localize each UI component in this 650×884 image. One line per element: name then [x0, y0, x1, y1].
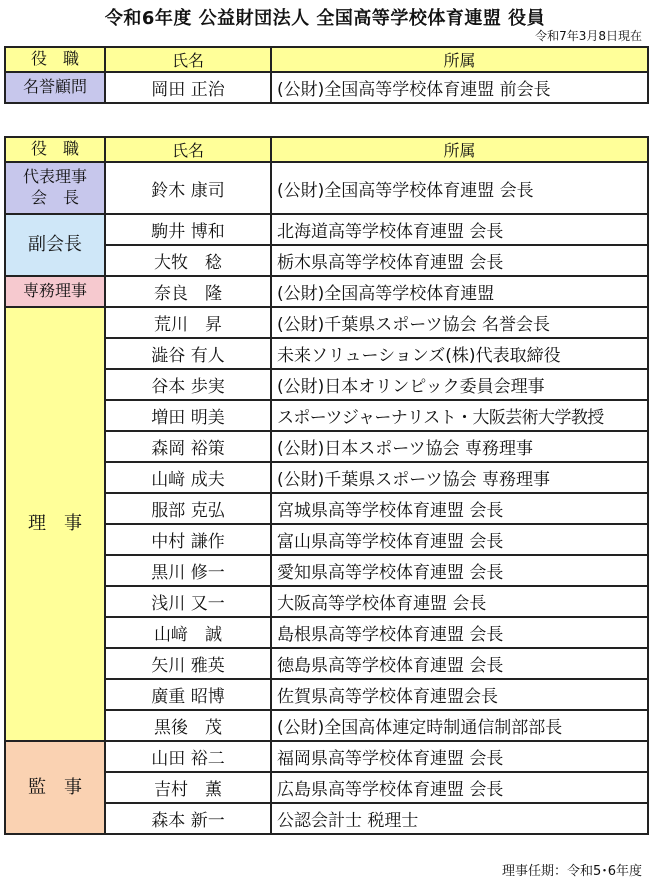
member-affiliation: 広島県高等学校体育連盟 会長 — [271, 772, 648, 803]
header-affiliation: 所属 — [271, 137, 648, 162]
member-name: 山﨑 成夫 — [105, 462, 271, 493]
member-affiliation: (公財)全国高体連定時制通信制部部長 — [271, 710, 648, 741]
term-note: 理事任期：令和5･6年度 — [501, 864, 642, 879]
as-of-date: 令和7年3月8日現在 — [535, 29, 642, 43]
member-affiliation: (公財)全国高等学校体育連盟 — [271, 276, 648, 307]
member-name: 谷本 歩実 — [105, 369, 271, 400]
member-name: 山﨑 誠 — [105, 617, 271, 648]
table-row — [5, 276, 648, 307]
member-name: 吉村 薫 — [105, 772, 271, 803]
page-title: 令和6年度 公益財団法人 全国高等学校体育連盟 役員 — [104, 8, 546, 29]
member-name: 岡田 正治 — [105, 72, 271, 103]
member-name: 大牧 稔 — [105, 245, 271, 276]
member-affiliation: 宮城県高等学校体育連盟 会長 — [271, 493, 648, 524]
header-role: 役 職 — [5, 47, 105, 72]
member-affiliation: (公財)千葉県スポーツ協会 名誉会長 — [271, 307, 648, 338]
role-director: 理 事 — [5, 307, 105, 741]
header-name: 氏名 — [105, 47, 271, 72]
role-honorary: 名誉顧問 — [5, 72, 105, 103]
honorary-table — [4, 46, 649, 104]
member-name: 浅川 又一 — [105, 586, 271, 617]
member-name: 荒川 昇 — [105, 307, 271, 338]
member-name: 森岡 裕策 — [105, 431, 271, 462]
member-name: 増田 明美 — [105, 400, 271, 431]
header-affiliation: 所属 — [271, 47, 648, 72]
member-affiliation: (公財)日本オリンピック委員会理事 — [271, 369, 648, 400]
member-name: 奈良 隆 — [105, 276, 271, 307]
table-header-row — [5, 137, 648, 162]
table-row — [5, 307, 648, 338]
header-role: 役 職 — [5, 137, 105, 162]
table-row — [5, 214, 648, 245]
member-affiliation: 未来ソリューションズ(株)代表取締役 — [271, 338, 648, 369]
member-affiliation: 福岡県高等学校体育連盟 会長 — [271, 741, 648, 772]
member-name: 澁谷 有人 — [105, 338, 271, 369]
member-affiliation: (公財)全国高等学校体育連盟 会長 — [271, 162, 648, 214]
member-name: 服部 克弘 — [105, 493, 271, 524]
table-row — [5, 741, 648, 772]
member-name: 黒川 修一 — [105, 555, 271, 586]
role-executive-director: 専務理事 — [5, 276, 105, 307]
role-vice-president: 副会長 — [5, 214, 105, 276]
role-representative — [5, 162, 105, 214]
member-name: 駒井 博和 — [105, 214, 271, 245]
member-affiliation: (公財)千葉県スポーツ協会 専務理事 — [271, 462, 648, 493]
member-name: 山田 裕二 — [105, 741, 271, 772]
member-affiliation: (公財)日本スポーツ協会 専務理事 — [271, 431, 648, 462]
role-representative-line2: 会 長 — [30, 188, 79, 207]
member-name: 矢川 雅英 — [105, 648, 271, 679]
member-affiliation: 北海道高等学校体育連盟 会長 — [271, 214, 648, 245]
member-affiliation: 島根県高等学校体育連盟 会長 — [271, 617, 648, 648]
table-header-row — [5, 47, 648, 72]
member-affiliation: スポーツジャーナリスト・大阪芸術大学教授 — [271, 400, 648, 431]
role-representative-line1: 代表理事 — [22, 167, 87, 187]
member-name: 中村 謙作 — [105, 524, 271, 555]
officers-table — [4, 136, 649, 835]
member-name: 鈴木 康司 — [105, 162, 271, 214]
table-row — [5, 162, 648, 214]
member-affiliation: 佐賀県高等学校体育連盟会長 — [271, 679, 648, 710]
member-name: 廣重 昭博 — [105, 679, 271, 710]
member-affiliation: 大阪高等学校体育連盟 会長 — [271, 586, 648, 617]
header-name: 氏名 — [105, 137, 271, 162]
member-name: 黒後 茂 — [105, 710, 271, 741]
member-affiliation: 愛知県高等学校体育連盟 会長 — [271, 555, 648, 586]
table-row — [5, 72, 648, 103]
member-name: 森本 新一 — [105, 803, 271, 834]
member-affiliation: 徳島県高等学校体育連盟 会長 — [271, 648, 648, 679]
member-affiliation: (公財)全国高等学校体育連盟 前会長 — [271, 72, 648, 103]
role-auditor: 監 事 — [5, 741, 105, 834]
member-affiliation: 富山県高等学校体育連盟 会長 — [271, 524, 648, 555]
member-affiliation: 公認会計士 税理士 — [271, 803, 648, 834]
member-affiliation: 栃木県高等学校体育連盟 会長 — [271, 245, 648, 276]
